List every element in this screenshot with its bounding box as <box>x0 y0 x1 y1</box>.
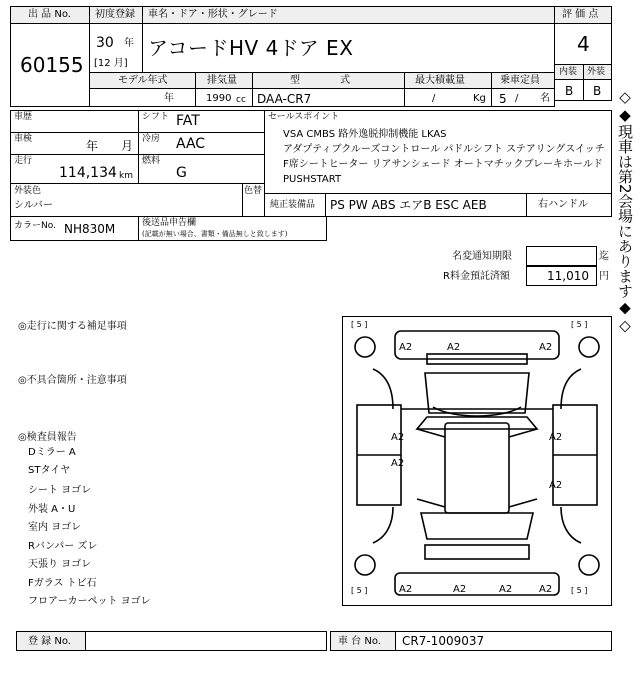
first-reg-year: 30 <box>96 35 114 51</box>
tire-mark: [ 5 ] <box>351 320 368 329</box>
tire-mark: [ 5 ] <box>571 320 588 329</box>
chassis-value: CR7-1009037 <box>402 634 485 648</box>
capacity-sep: / <box>515 93 519 104</box>
fuel-value: G <box>176 165 187 181</box>
docs-note: (記載が無い場合、書類・備品無しと致します) <box>142 230 288 238</box>
inspector-item: フロアーカーペット ヨゴレ <box>28 596 151 607</box>
steering-value: 右ハンドル <box>538 199 588 210</box>
equipment-items: PS PW ABS エアB ESC AEB <box>330 198 487 212</box>
year-unit: 年 <box>124 38 134 49</box>
sales-point-line: F席シートヒーター リアサンシェード オートマチックブレーキホールド <box>283 159 603 170</box>
color-label: 外装色 <box>14 186 42 196</box>
model-year-unit: 年 <box>164 93 174 104</box>
damage-mark: A2 <box>549 432 563 443</box>
interior-label: 内装 <box>559 67 578 77</box>
load-sep: / <box>432 93 436 104</box>
sales-point-line: VSA CMBS 路外逸脱抑制機能 LKAS <box>283 129 447 140</box>
displacement-value: 1990 <box>206 93 232 104</box>
color-no-label: カラーNo. <box>14 221 56 231</box>
color-change-label: 色替 <box>244 186 263 196</box>
model-year-label: モデル年式 <box>118 75 168 86</box>
sales-point-line: アダプティブクルーズコントロール パドルシフト ステアリングスイッチ <box>283 144 605 155</box>
load-unit: Kg <box>473 93 486 104</box>
car-outline <box>343 317 611 605</box>
lot-label: 出 品 No. <box>28 9 71 20</box>
mileage-label: 走行 <box>14 156 33 166</box>
defect-notes-label: ◎不具合箇所・注意事項 <box>18 375 127 386</box>
damage-mark: A2 <box>549 480 563 491</box>
inspector-item: シート ヨゴレ <box>28 485 92 496</box>
inspector-item: 天張り ヨゴレ <box>28 559 92 570</box>
inspector-item: Fガラス トビ石 <box>28 578 97 589</box>
sales-point-line: PUSHSTART <box>283 174 342 185</box>
exterior-label: 外装 <box>587 67 606 77</box>
capacity-label: 乗車定員 <box>500 75 540 86</box>
deadline-unit: 迄 <box>599 251 609 262</box>
reg-value-cell <box>85 631 327 651</box>
interior-grade: B <box>565 84 574 98</box>
tire-mark: [ 5 ] <box>571 586 588 595</box>
displacement-unit: cc <box>236 95 246 105</box>
inspector-item: Rバンパー ズレ <box>28 541 98 552</box>
first-reg-label: 初度登録 <box>95 9 135 20</box>
shift-label: シフト <box>142 112 170 122</box>
ac-value: AAC <box>176 136 206 152</box>
load-label: 最大積載量 <box>415 75 465 86</box>
sales-points-label: セールスポイント <box>268 112 340 122</box>
damage-diagram <box>342 316 612 606</box>
mileage-value: 114,134 <box>59 165 117 181</box>
deadline-box <box>526 246 597 266</box>
inspection-year: 年 <box>86 139 99 153</box>
history-label: 車歴 <box>14 112 33 122</box>
recycle-label: R料金預託済額 <box>443 271 510 282</box>
damage-mark: A2 <box>499 584 513 595</box>
inspector-item: 室内 ヨゴレ <box>28 522 82 533</box>
recycle-unit: 円 <box>599 271 609 282</box>
recycle-amount: 11,010 <box>547 269 589 283</box>
inspector-label: ◎検査員報告 <box>18 432 77 443</box>
equipment-label: 純正装備品 <box>270 200 316 210</box>
capacity-unit: 名 <box>540 93 550 104</box>
grade-value: 4 <box>577 32 590 56</box>
car-name: アコードHV 4ドア EX <box>148 36 354 60</box>
deadline-label: 名変通知期限 <box>452 251 512 262</box>
damage-mark: A2 <box>539 342 553 353</box>
lot-number: 60155 <box>20 53 84 77</box>
chassis-label: 車 台 No. <box>338 636 381 647</box>
color-value: シルバー <box>14 200 54 211</box>
color-no-value: NH830M <box>64 222 116 236</box>
damage-mark: A2 <box>399 342 413 353</box>
inspection-month: 月 <box>121 139 134 153</box>
name-label: 車名・ドア・形状・グレード <box>148 9 278 20</box>
inspection-label: 車検 <box>14 134 33 144</box>
capacity-value: 5 <box>499 92 507 106</box>
side-banner: ◇◆現車は第2会場にあります◆◇ <box>616 88 634 335</box>
damage-mark: A2 <box>399 584 413 595</box>
damage-mark: A2 <box>453 584 467 595</box>
grade-label: 評 価 点 <box>562 9 599 20</box>
damage-mark: A2 <box>391 432 405 443</box>
fuel-label: 燃料 <box>142 156 161 166</box>
exterior-grade: B <box>593 84 602 98</box>
driving-notes-label: ◎走行に関する補足事項 <box>18 321 127 332</box>
displacement-label: 排気量 <box>207 75 237 86</box>
type-value: DAA-CR7 <box>257 92 312 106</box>
damage-mark: A2 <box>447 342 461 353</box>
damage-mark: A2 <box>539 584 553 595</box>
type-label: 型 式 <box>290 75 350 86</box>
mileage-unit: km <box>119 171 133 181</box>
damage-mark: A2 <box>391 458 405 469</box>
inspector-item: Dミラー A <box>28 447 76 458</box>
inspector-item: 外装 A・U <box>28 504 76 515</box>
shift-value: FAT <box>176 113 200 129</box>
docs-label: 後送品申告欄 <box>142 218 197 228</box>
reg-label: 登 録 No. <box>28 636 71 647</box>
ac-label: 冷房 <box>142 134 161 144</box>
first-reg-month: [12 月] <box>94 58 128 69</box>
inspector-item: STタイヤ <box>28 465 71 476</box>
tire-mark: [ 5 ] <box>351 586 368 595</box>
